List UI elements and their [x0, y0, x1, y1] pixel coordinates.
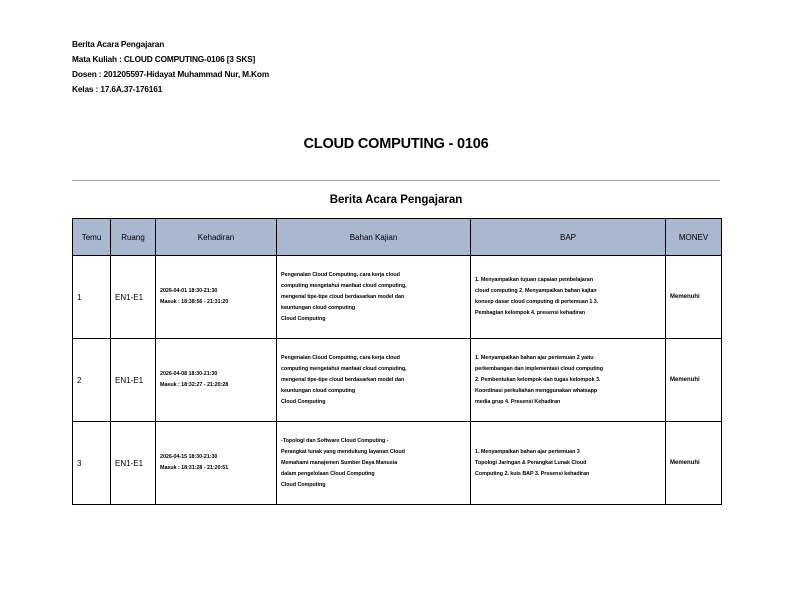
col-header-temu: Temu [73, 219, 111, 256]
header-doc-type: Berita Acara Pengajaran [72, 39, 165, 49]
bahan-line: keuntungan cloud computing [281, 387, 356, 394]
col-header-monev: MONEV [666, 219, 722, 256]
header-course: Mata Kuliah : CLOUD COMPUTING-0106 [3 SKS] [72, 54, 256, 64]
bap-line: Topologi Jaringan & Perangkat Lunak Cloud [475, 459, 587, 466]
cell-monev: Memenuhi [666, 256, 722, 339]
bap-line: Koordinasi perkuliahan menggunakan whatsapp [475, 387, 598, 394]
cell-bap [471, 256, 666, 339]
bahan-line: Pengenalan Cloud Computing, cara kerja cloud [281, 354, 400, 361]
bap-line: perkembangan dan implementasi cloud computing [475, 365, 604, 372]
bahan-line: computing mengetahui manfaat cloud computing, [281, 365, 407, 372]
cell-temu: 1 [73, 256, 111, 339]
col-header-ruang: Ruang [111, 219, 156, 256]
kehadiran-checkin: Masuk : 18:38:56 - 21:31:20 [160, 299, 229, 305]
bap-line: 2. Pembentukan kelompok dan tugas kelompok 3. [475, 376, 601, 383]
bahan-line: Cloud Computing [281, 481, 326, 488]
cell-ruang: EN1-E1 [111, 422, 156, 505]
bap-line: media grup 4. Presensi Kehadiran [475, 398, 561, 405]
header-class: Kelas : 17.6A.37-176161 [72, 84, 163, 94]
col-header-kehadiran: Kehadiran [156, 219, 277, 256]
bahan-line: mengenal tipe-tipe cloud berdasarkan model dan [281, 376, 405, 383]
bahan-line: Pengenalan Cloud Computing, cara kerja cloud [281, 271, 400, 278]
bap-line: 1. Menyampaikan tujuan capaian pembelajaran [475, 277, 593, 283]
cell-bahan-kajian [277, 422, 471, 505]
bap-line: Computing 2. kuis BAP 3. Presensi kehadiran [475, 470, 590, 477]
bap-line: 1. Menyampaikan bahan ajar pertemuan 3 [475, 448, 580, 455]
cell-bahan-kajian [277, 339, 471, 422]
table-row [73, 256, 722, 339]
kehadiran-schedule: 2026-04-15 18:30-21:30 [160, 454, 218, 460]
kehadiran-checkin: Masuk : 18:32:27 - 21:20:28 [160, 382, 229, 388]
cell-kehadiran [156, 256, 277, 339]
kehadiran-checkin: Masuk : 18:31:28 - 21:20:51 [160, 465, 229, 471]
page-title: CLOUD COMPUTING - 0106 [303, 136, 489, 152]
cell-monev: Memenuhi [666, 422, 722, 505]
bahan-line: Perangkat lunak yang mendukung layanan Cloud [281, 448, 405, 455]
cell-temu: 2 [73, 339, 111, 422]
bahan-line: Cloud Computing [281, 398, 326, 405]
table-row [73, 339, 722, 422]
bap-table [72, 218, 722, 505]
section-title: Berita Acara Pengajaran [329, 194, 463, 206]
bap-line: cloud computing 2. Menyampaikan bahan kajian [475, 288, 597, 294]
bap-line: Pembagian kelompok 4. presensi kehadiran [475, 310, 586, 316]
document-header [72, 37, 269, 97]
bap-line: 1. Menyampaikan bahan ajar pertemuan 2 yaitu [475, 354, 594, 361]
bahan-line: Memahami manajemen Sumber Daya Manusia [281, 459, 398, 466]
cell-bap [471, 339, 666, 422]
cell-bahan-kajian [277, 256, 471, 339]
bahan-line: -Topologi dan Software Cloud Computing - [281, 437, 389, 444]
header-lecturer: Dosen : 201205597-Hidayat Muhammad Nur, M.Kom [72, 69, 270, 79]
col-header-bahan-kajian: Bahan Kajian [277, 219, 471, 256]
bahan-line: dalam pengelolaan Cloud Computing [281, 470, 375, 477]
cell-monev: Memenuhi [666, 339, 722, 422]
bahan-line: mengenal tipe-tipe cloud berdasarkan model dan [281, 293, 405, 300]
cell-bap [471, 422, 666, 505]
cell-kehadiran [156, 422, 277, 505]
kehadiran-schedule: 2026-04-01 18:30-21:30 [160, 288, 218, 294]
cell-ruang: EN1-E1 [111, 339, 156, 422]
cell-temu: 3 [73, 422, 111, 505]
cell-kehadiran [156, 339, 277, 422]
kehadiran-schedule: 2026-04-08 18:30-21:30 [160, 371, 218, 377]
bahan-line: Cloud Computing [281, 315, 326, 322]
cell-ruang: EN1-E1 [111, 256, 156, 339]
col-header-bap: BAP [471, 219, 666, 256]
title-divider [72, 180, 720, 181]
table-header-row [73, 219, 722, 256]
bap-line: konsep dasar cloud computing di pertemuan 1 3. [475, 299, 599, 305]
bahan-line: keuntungan cloud computing [281, 304, 356, 311]
table-row [73, 422, 722, 505]
bahan-line: computing mengetahui manfaat cloud computing, [281, 282, 407, 289]
